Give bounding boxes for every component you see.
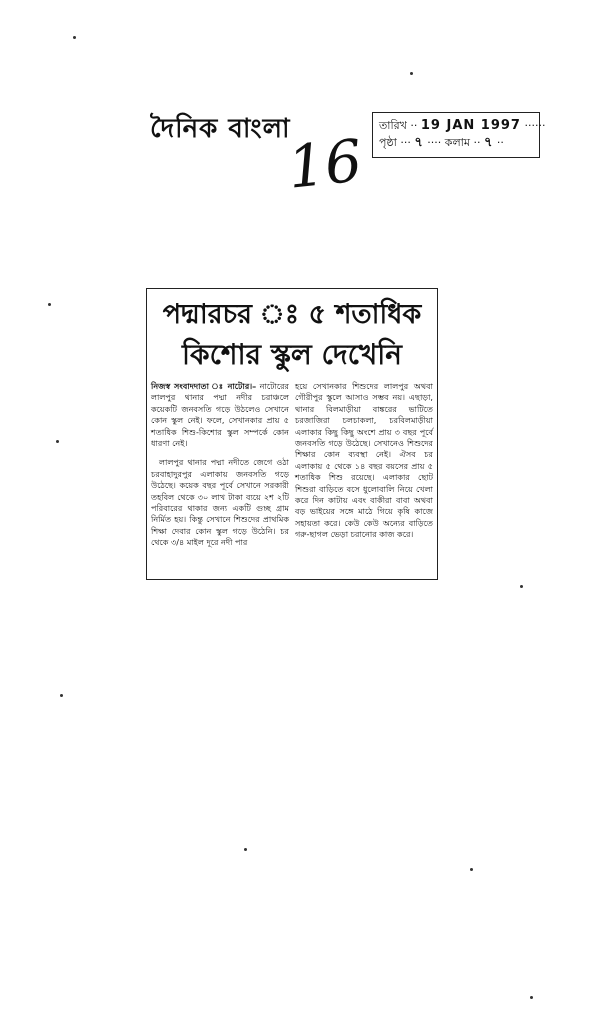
scan-speck xyxy=(60,694,63,697)
handwritten-number: 16 xyxy=(284,126,366,202)
article-paragraph: লালপুর থানার পদ্মা নদীতে জেগে ওঠা চরবাহাদুরপুর এলাকায় জনবসতি গড়ে উঠেছে। কয়েক বছর পূর্বে সেখানে সরকারী তহবিল থেকে ৩০ লাখ টাকা ব্যয়ে ২শ ২টি পরিবারের থাকার জন্য একটি গুচ্ছ গ্রাম নির্মিত হয়। কিন্তু সেখানে শিশুদের প্রাথমিক শিক্ষা দেবার কোন স্কুল গড়ে উঠেনি। চর থেকে ৩/৪ মাইল দূরে নদী পার xyxy=(151,457,289,548)
stamp-column-value: ৭ xyxy=(483,135,494,150)
article-column-2 xyxy=(295,381,433,575)
article-paragraph xyxy=(151,381,289,449)
stamp-page-value: ৭ xyxy=(414,135,424,150)
scan-speck xyxy=(530,996,533,999)
article-byline: নিজস্ব সংবাদদাতা ঃ নাটোর।– xyxy=(151,381,257,391)
article-body xyxy=(151,381,433,575)
scan-speck xyxy=(48,303,51,306)
scan-speck xyxy=(470,868,473,871)
article-paragraph: হয়ে সেখানকার শিশুদের লালপুর অথবা গৌরীপুর স্কুলে আসাও সম্ভব নয়। এছাড়া, থানার বিলমাড়ীয়া বাঙ্করের ভাটিতে চরজাজিরা চলচাকলা, চরবিলমাড়ীয়া এলাকার কিছু কিছু অংশে প্রায় ৩ বছর পূর্বে জনবসতি গড়ে উঠেছে। সেখানেও শিশুদের শিক্ষার কোন ব্যবস্থা নেই। ঐসব চর এলাকায় ৫ থেকে ১৪ বছর বয়সের প্রায় ৫ শতাধিক শিশু রয়েছে। এলাকার ছোট শিশুরা বাড়িতে বসে ধুলোবালি নিয়ে খেলা করে দিন কাটায় এবং বাকীরা বাবা অথবা বড় ভাইয়ের সঙ্গে মাঠে গিয়ে কৃষি কাজে সহায়তা করে। কেউ কেউ অন্যের বাড়িতে গরু-ছাগল ভেড়া চরানোর কাজ করে। xyxy=(295,381,433,540)
scan-speck xyxy=(410,72,413,75)
date-stamp: তারিখ ·· 19 JAN 1997 ······ পৃষ্ঠা ··· ৭ ···· কলাম ·· ৭ ·· xyxy=(372,112,540,158)
stamp-date-value: 19 JAN 1997 xyxy=(420,118,521,133)
scan-speck xyxy=(56,440,59,443)
scan-speck xyxy=(520,585,523,588)
headline-line-2: কিশোর স্কুল দেখেনি xyxy=(182,338,402,371)
news-clipping xyxy=(146,288,438,580)
headline-line-1: পদ্মারচর ঃ ৫ শতাধিক xyxy=(162,299,422,330)
newspaper-masthead: দৈনিক বাংলা xyxy=(150,114,291,144)
stamp-page-label: পৃষ্ঠা xyxy=(379,136,397,149)
article-column-1 xyxy=(151,381,289,575)
article-headline xyxy=(147,295,437,375)
paragraph-text: নাটোরের লালপুর থানার পদ্মা নদীর চরাঞ্চলে কয়েকটি জনবসতি গড়ে উঠলেও সেখানে কোন স্কুল নেই। ফলে, সেখানকার প্রায় ৫ শতাধিক শিশু-কিশোর স্কুল সম্পর্কে কোন ধারণা নেই। xyxy=(151,381,289,449)
scan-speck xyxy=(244,848,247,851)
scan-speck xyxy=(73,36,76,39)
stamp-date-label: তারিখ xyxy=(379,119,407,132)
stamp-column-label: কলাম xyxy=(444,136,470,149)
